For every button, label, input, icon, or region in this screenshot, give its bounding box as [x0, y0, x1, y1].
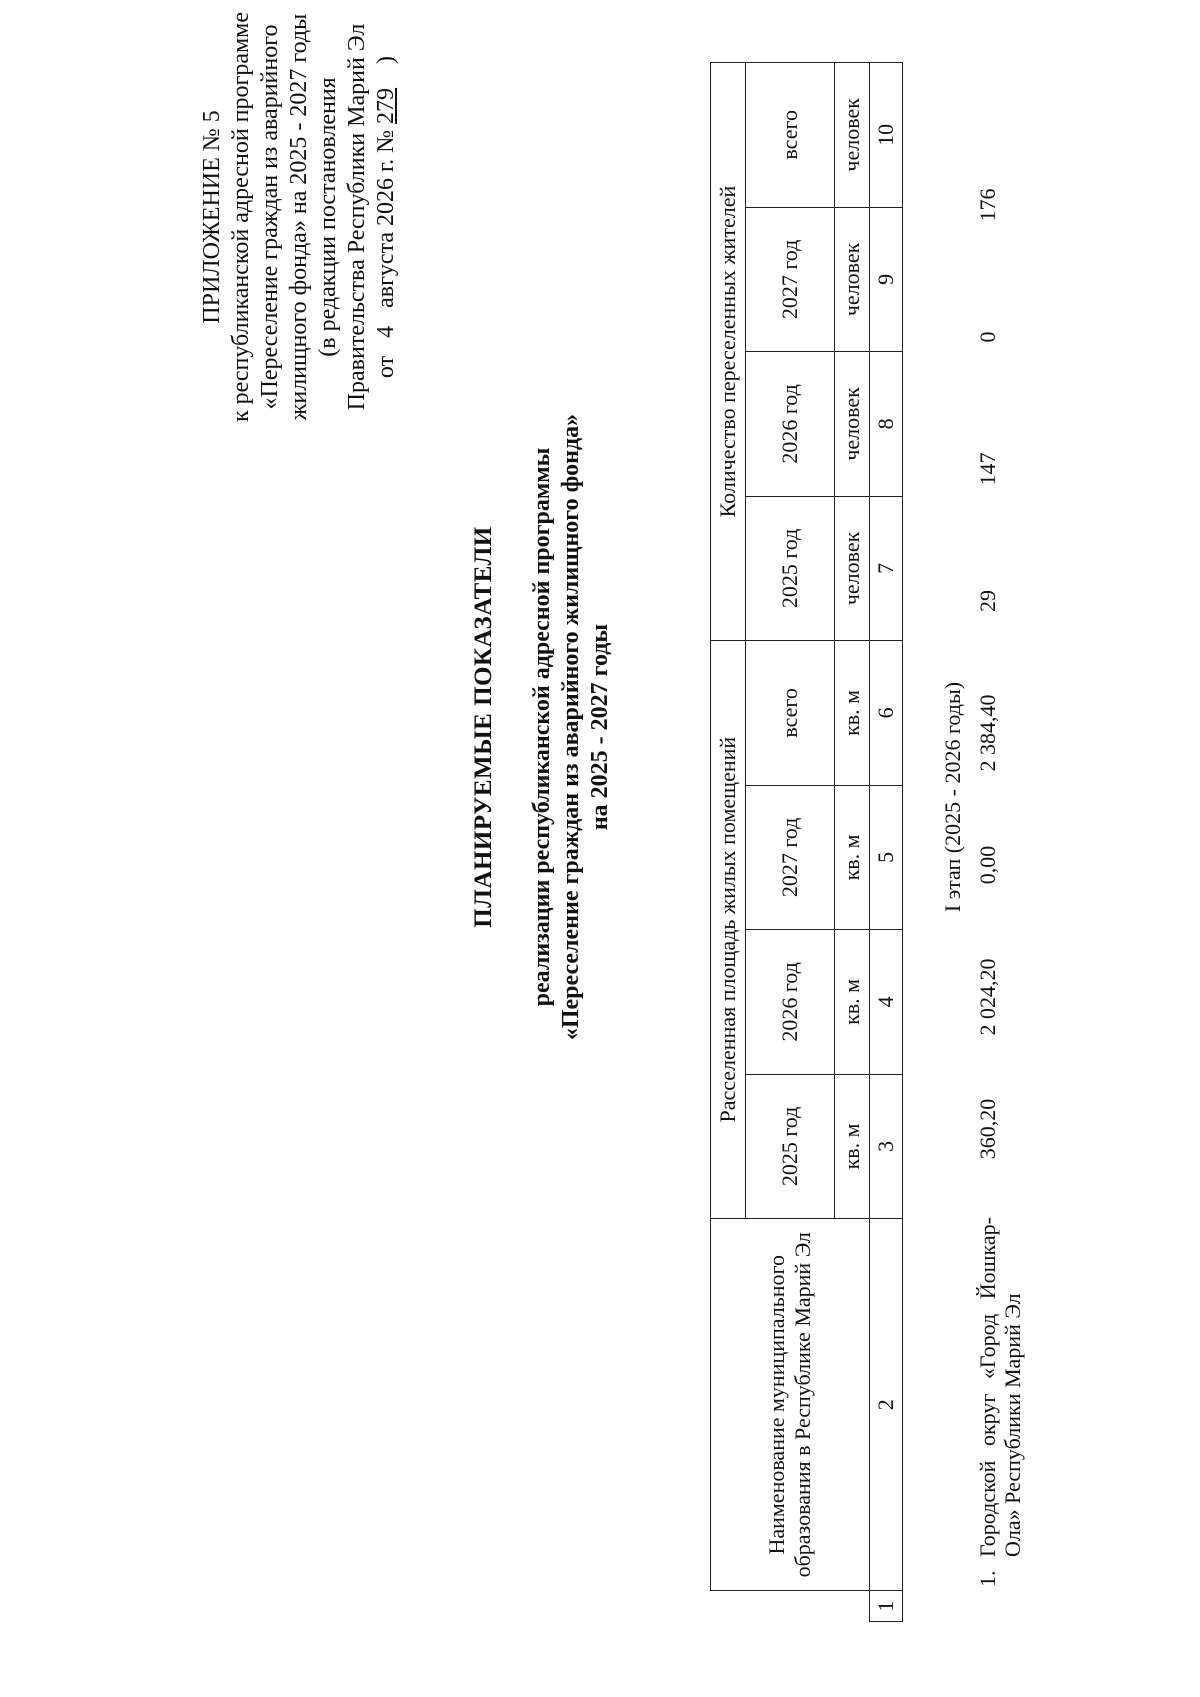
area-year-header: 2026 год — [746, 930, 835, 1075]
residents-year-header: 2025 год — [746, 496, 835, 641]
decree-number: 279 — [373, 87, 399, 124]
residents-year-header: 2026 год — [746, 352, 835, 497]
close-paren: ) — [373, 55, 399, 64]
appendix-title: ПРИЛОЖЕНИЕ № 5 — [199, 110, 225, 324]
municipality-name: Городской округ «Город Йошкар-Ола» Республики Марий Эл — [975, 1217, 1025, 1557]
num-header-cell — [711, 1591, 870, 1622]
number-sign: № — [373, 129, 399, 153]
area-2025-value: 360,20 — [975, 1098, 1000, 1160]
column-number: 5 — [870, 785, 903, 930]
people-2025-value: 29 — [975, 590, 1000, 612]
column-number: 3 — [870, 1074, 903, 1219]
residents-year-header: 2027 год — [746, 207, 835, 352]
appendix-date-line — [372, 7, 401, 427]
residents-total-header: всего — [746, 63, 835, 208]
table-row — [975, 0, 1115, 1697]
unit-cell: кв. м — [835, 1074, 870, 1219]
area-year-header: 2027 год — [746, 785, 835, 930]
column-number: 1 — [870, 1591, 903, 1622]
unit-cell: кв. м — [835, 641, 870, 786]
column-number: 9 — [870, 207, 903, 352]
unit-cell: человек — [835, 352, 870, 497]
stage-label: I этап (2025 - 2026 годы) — [940, 681, 965, 913]
document-subtitle-3: на 2025 - 2027 годы — [587, 623, 613, 831]
column-number: 8 — [870, 352, 903, 497]
area-year-header: 2025 год — [746, 1074, 835, 1219]
area-total-header: всего — [746, 641, 835, 786]
people-total-value: 176 — [975, 188, 1000, 222]
date-day: 4 — [373, 325, 399, 338]
area-total-value: 2 384,40 — [975, 694, 1000, 772]
appendix-line: жилищного фонда» на 2025 - 2027 годы — [286, 13, 312, 421]
document-title: ПЛАНИРУЕМЫЕ ПОКАЗАТЕЛИ — [470, 526, 497, 928]
residents-group-header: Количество переселенных жителей — [711, 63, 746, 641]
column-number: 6 — [870, 641, 903, 786]
unit-cell: кв. м — [835, 785, 870, 930]
people-2026-value: 147 — [975, 452, 1000, 486]
unit-cell: человек — [835, 496, 870, 641]
appendix-line: к республиканской адресной программе — [228, 11, 254, 423]
appendix-block — [198, 7, 401, 427]
unit-cell: кв. м — [835, 930, 870, 1075]
column-number: 10 — [870, 63, 903, 208]
column-number: 2 — [870, 1219, 903, 1591]
row-number: 1. — [975, 1570, 1000, 1587]
title-block — [470, 227, 615, 1227]
area-2026-value: 2 024,20 — [975, 958, 1000, 1036]
name-header: Наименование муниципального образования в Республике Марий Эл — [711, 1219, 870, 1591]
column-number: 4 — [870, 930, 903, 1075]
indicators-table — [710, 62, 903, 1622]
people-2027-value: 0 — [975, 331, 1000, 343]
area-group-header: Расселенная площадь жилых помещений — [711, 641, 746, 1219]
date-prefix: от — [373, 355, 399, 379]
unit-cell: человек — [835, 207, 870, 352]
date-month-year: августа 2026 г. — [373, 158, 399, 308]
unit-cell: человек — [835, 63, 870, 208]
document-subtitle-1: реализации республиканской адресной программы — [529, 447, 555, 1007]
area-2027-value: 0,00 — [975, 845, 1000, 885]
appendix-line: Правительства Республики Марий Эл — [344, 23, 370, 411]
appendix-line: «Переселение граждан из аварийного — [257, 24, 283, 410]
appendix-line: (в редакции постановления — [315, 77, 341, 357]
column-number: 7 — [870, 496, 903, 641]
document-subtitle-2: «Переселение граждан из аварийного жилищного фонда» — [558, 413, 584, 1041]
